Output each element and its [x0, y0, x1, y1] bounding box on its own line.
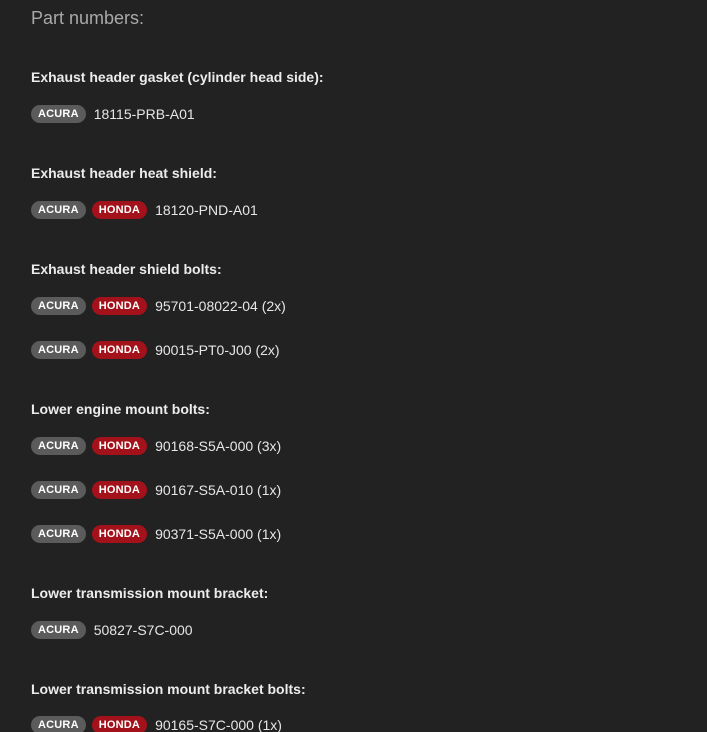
acura-badge[interactable]: ACURA	[31, 341, 86, 359]
honda-badge[interactable]: HONDA	[92, 341, 147, 359]
section-title: Exhaust header heat shield:	[31, 165, 217, 181]
part-number: 90371-S5A-000 (1x)	[155, 526, 282, 542]
part-number: 18115-PRB-A01	[93, 106, 195, 122]
honda-badge[interactable]: HONDA	[92, 525, 147, 543]
acura-badge[interactable]: ACURA	[31, 105, 86, 123]
part-row	[31, 340, 280, 360]
acura-badge[interactable]: ACURA	[31, 481, 86, 499]
acura-badge[interactable]: ACURA	[31, 525, 86, 543]
part-row	[31, 620, 193, 640]
part-row	[31, 104, 195, 124]
part-number: 18120-PND-A01	[155, 202, 258, 218]
part-row	[31, 200, 258, 220]
honda-badge[interactable]: HONDA	[92, 716, 147, 732]
part-number: 90167-S5A-010 (1x)	[155, 482, 282, 498]
part-number: 50827-S7C-000	[93, 622, 193, 638]
part-row	[31, 715, 282, 732]
part-number: 95701-08022-04 (2x)	[155, 298, 286, 314]
honda-badge[interactable]: HONDA	[92, 201, 147, 219]
honda-badge[interactable]: HONDA	[92, 297, 147, 315]
part-number: 90168-S5A-000 (3x)	[155, 438, 282, 454]
part-row	[31, 296, 286, 316]
honda-badge[interactable]: HONDA	[92, 481, 147, 499]
section-title: Lower engine mount bolts:	[31, 401, 210, 417]
part-number: 90165-S7C-000 (1x)	[155, 717, 282, 732]
acura-badge[interactable]: ACURA	[31, 437, 86, 455]
part-row	[31, 436, 281, 456]
section-title: Lower transmission mount bracket:	[31, 585, 269, 601]
section-title: Exhaust header shield bolts:	[31, 261, 222, 277]
acura-badge[interactable]: ACURA	[31, 297, 86, 315]
part-row	[31, 524, 281, 544]
acura-badge[interactable]: ACURA	[31, 201, 86, 219]
honda-badge[interactable]: HONDA	[92, 437, 147, 455]
section-title: Lower transmission mount bracket bolts:	[31, 681, 306, 697]
page-heading: Part numbers:	[31, 8, 145, 28]
part-number: 90015-PT0-J00 (2x)	[155, 342, 280, 358]
acura-badge[interactable]: ACURA	[31, 621, 86, 639]
acura-badge[interactable]: ACURA	[31, 716, 86, 732]
section-title: Exhaust header gasket (cylinder head side):	[31, 69, 324, 85]
part-row	[31, 480, 281, 500]
